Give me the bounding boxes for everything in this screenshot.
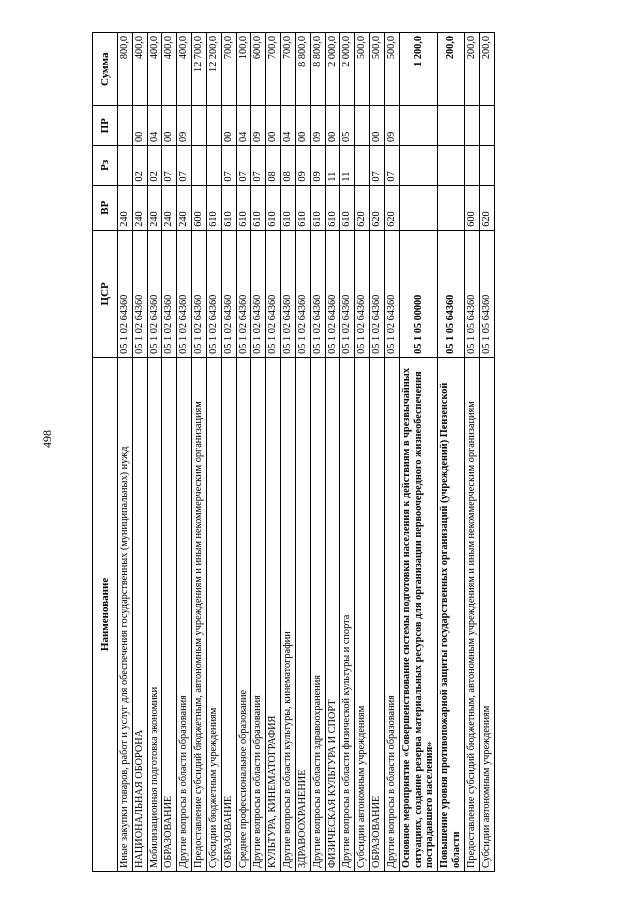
- cell-pr: [399, 106, 437, 146]
- cell-name: Другие вопросы в области здравоохранения: [310, 357, 325, 871]
- cell-pr: [479, 106, 494, 146]
- cell-pr: [192, 106, 207, 146]
- cell-name: КУЛЬТУРА, КИНЕМАТОГРАФИЯ: [266, 357, 281, 871]
- cell-rz: 11: [340, 146, 355, 186]
- cell-csr: 05 1 02 64360: [192, 230, 207, 357]
- cell-vr: 610: [295, 185, 310, 230]
- table-row: [147, 33, 162, 872]
- table-row: [340, 33, 355, 872]
- cell-name: Мобилизационная подготовка экономики: [147, 357, 162, 871]
- cell-rz: 07: [221, 146, 236, 186]
- header-pr: ПР: [93, 106, 118, 146]
- cell-rz: [355, 146, 370, 186]
- rotated-table-container: [92, 32, 548, 872]
- cell-name: Субсидии автономным учреждениям: [479, 357, 494, 871]
- cell-sum: 100,0: [236, 33, 251, 106]
- cell-rz: 07: [236, 146, 251, 186]
- table-body: [118, 33, 495, 872]
- cell-sum: 200,0: [438, 33, 465, 106]
- table-row: [464, 33, 479, 872]
- cell-pr: 09: [310, 106, 325, 146]
- table-row: [479, 33, 494, 872]
- table-row: [118, 33, 133, 872]
- cell-csr: 05 1 02 64360: [370, 230, 385, 357]
- cell-csr: 05 1 02 64360: [177, 230, 192, 357]
- cell-vr: 240: [132, 185, 147, 230]
- cell-name: НАЦИОНАЛЬНАЯ ОБОРОНА: [132, 357, 147, 871]
- cell-vr: 610: [325, 185, 340, 230]
- cell-sum: 12 700,0: [192, 33, 207, 106]
- cell-pr: 05: [340, 106, 355, 146]
- cell-rz: [438, 146, 465, 186]
- cell-pr: 00: [370, 106, 385, 146]
- cell-csr: 05 1 02 64360: [236, 230, 251, 357]
- cell-pr: 04: [236, 106, 251, 146]
- cell-rz: 02: [132, 146, 147, 186]
- cell-vr: 240: [118, 185, 133, 230]
- cell-vr: 600: [192, 185, 207, 230]
- cell-vr: 240: [147, 185, 162, 230]
- cell-rz: 07: [177, 146, 192, 186]
- cell-pr: [464, 106, 479, 146]
- cell-vr: 620: [384, 185, 399, 230]
- cell-vr: 610: [310, 185, 325, 230]
- cell-name: Другие вопросы в области образования: [177, 357, 192, 871]
- cell-sum: 600,0: [251, 33, 266, 106]
- cell-vr: 620: [355, 185, 370, 230]
- cell-csr: 05 1 02 64360: [355, 230, 370, 357]
- cell-name: ЗДРАВООХРАНЕНИЕ: [295, 357, 310, 871]
- cell-pr: 00: [266, 106, 281, 146]
- cell-csr: 05 1 02 64360: [384, 230, 399, 357]
- cell-name: Предоставление субсидий бюджетным, автономным учреждениям и иным некоммерческим организациям: [192, 357, 207, 871]
- cell-pr: 00: [295, 106, 310, 146]
- cell-pr: [206, 106, 221, 146]
- cell-csr: 05 1 02 64360: [325, 230, 340, 357]
- cell-name: Субсидии бюджетным учреждениям: [206, 357, 221, 871]
- cell-rz: 08: [266, 146, 281, 186]
- table-row: [192, 33, 207, 872]
- cell-sum: 2 000,0: [325, 33, 340, 106]
- cell-rz: 11: [325, 146, 340, 186]
- cell-vr: 610: [281, 185, 296, 230]
- cell-rz: [206, 146, 221, 186]
- cell-sum: 400,0: [162, 33, 177, 106]
- table-row: [438, 33, 465, 872]
- cell-sum: 8 800,0: [310, 33, 325, 106]
- cell-sum: 500,0: [355, 33, 370, 106]
- cell-csr: 05 1 02 64360: [251, 230, 266, 357]
- cell-name: ОБРАЗОВАНИЕ: [162, 357, 177, 871]
- cell-vr: 610: [251, 185, 266, 230]
- table-row: [162, 33, 177, 872]
- cell-name: Предоставление субсидий бюджетным, автономным учреждениям и иным некоммерческим организациям: [464, 357, 479, 871]
- cell-sum: 1 200,0: [399, 33, 437, 106]
- cell-csr: 05 1 02 64360: [147, 230, 162, 357]
- cell-pr: 00: [132, 106, 147, 146]
- table-row: [399, 33, 437, 872]
- cell-vr: 610: [340, 185, 355, 230]
- cell-rz: [192, 146, 207, 186]
- cell-rz: [479, 146, 494, 186]
- cell-pr: 00: [221, 106, 236, 146]
- cell-csr: 05 1 02 64360: [221, 230, 236, 357]
- header-csr: ЦСР: [93, 230, 118, 357]
- cell-vr: 240: [177, 185, 192, 230]
- cell-rz: 07: [251, 146, 266, 186]
- table-row: [281, 33, 296, 872]
- table-row: [370, 33, 385, 872]
- cell-csr: 05 1 02 64360: [118, 230, 133, 357]
- cell-csr: 05 1 02 64360: [132, 230, 147, 357]
- header-sum: Сумма: [93, 33, 118, 106]
- table-row: [325, 33, 340, 872]
- cell-name: ОБРАЗОВАНИЕ: [370, 357, 385, 871]
- cell-csr: 05 1 02 64360: [295, 230, 310, 357]
- cell-pr: 09: [177, 106, 192, 146]
- cell-pr: 04: [147, 106, 162, 146]
- cell-vr: 620: [370, 185, 385, 230]
- cell-rz: 02: [147, 146, 162, 186]
- cell-sum: 700,0: [221, 33, 236, 106]
- cell-name: Субсидии автономным учреждениям: [355, 357, 370, 871]
- cell-pr: [355, 106, 370, 146]
- cell-sum: 8 800,0: [295, 33, 310, 106]
- cell-vr: 600: [464, 185, 479, 230]
- cell-csr: 05 1 02 64360: [206, 230, 221, 357]
- table-row: [384, 33, 399, 872]
- cell-vr: 610: [206, 185, 221, 230]
- cell-vr: [399, 185, 437, 230]
- cell-csr: 05 1 02 64360: [266, 230, 281, 357]
- page-number: 498: [40, 430, 54, 448]
- table-row: [310, 33, 325, 872]
- cell-csr: 05 1 05 64360: [479, 230, 494, 357]
- cell-vr: 610: [266, 185, 281, 230]
- cell-name: Другие вопросы в области физической культуры и спорта: [340, 357, 355, 871]
- cell-pr: 04: [281, 106, 296, 146]
- table-row: [295, 33, 310, 872]
- cell-name: Повышение уровня противопожарной защиты государственных организаций (учреждений) Пензенской области: [438, 357, 465, 871]
- cell-csr: 05 1 05 64360: [438, 230, 465, 357]
- table-header-row: [93, 33, 118, 872]
- cell-name: Другие вопросы в области культуры, кинематографии: [281, 357, 296, 871]
- cell-sum: 400,0: [132, 33, 147, 106]
- cell-sum: 700,0: [266, 33, 281, 106]
- table-row: [206, 33, 221, 872]
- cell-vr: 240: [162, 185, 177, 230]
- table-row: [221, 33, 236, 872]
- cell-rz: 07: [162, 146, 177, 186]
- cell-sum: 500,0: [384, 33, 399, 106]
- budget-table: [92, 32, 495, 872]
- table-row: [266, 33, 281, 872]
- header-name: Наименование: [93, 357, 118, 871]
- cell-rz: 08: [281, 146, 296, 186]
- cell-vr: [438, 185, 465, 230]
- cell-rz: [399, 146, 437, 186]
- table-row: [132, 33, 147, 872]
- cell-sum: 12 200,0: [206, 33, 221, 106]
- header-rz: Рз: [93, 146, 118, 186]
- cell-pr: [118, 106, 133, 146]
- cell-csr: 05 1 05 64360: [464, 230, 479, 357]
- cell-pr: 00: [162, 106, 177, 146]
- cell-csr: 05 1 02 64360: [281, 230, 296, 357]
- header-vr: ВР: [93, 185, 118, 230]
- cell-sum: 400,0: [147, 33, 162, 106]
- cell-csr: 05 1 02 64360: [340, 230, 355, 357]
- table-row: [177, 33, 192, 872]
- cell-csr: 05 1 02 64360: [162, 230, 177, 357]
- cell-pr: 09: [251, 106, 266, 146]
- cell-name: ОБРАЗОВАНИЕ: [221, 357, 236, 871]
- cell-rz: 09: [310, 146, 325, 186]
- cell-sum: 200,0: [464, 33, 479, 106]
- cell-name: Основное мероприятие «Совершенствование системы подготовки населения к действиям в чрезвычайных ситуациях, создание резерва материальных ресурсов для организации первоочередного жизнеобеспечения пострадавшего населения»: [399, 357, 437, 871]
- cell-name: Другие вопросы в области образования: [384, 357, 399, 871]
- cell-name: Среднее профессиональное образование: [236, 357, 251, 871]
- cell-rz: 09: [295, 146, 310, 186]
- cell-pr: 00: [325, 106, 340, 146]
- cell-sum: 500,0: [370, 33, 385, 106]
- cell-csr: 05 1 05 00000: [399, 230, 437, 357]
- cell-sum: 400,0: [177, 33, 192, 106]
- table-row: [236, 33, 251, 872]
- cell-rz: 07: [370, 146, 385, 186]
- cell-name: ФИЗИЧЕСКАЯ КУЛЬТУРА И СПОРТ: [325, 357, 340, 871]
- cell-rz: [464, 146, 479, 186]
- cell-sum: 700,0: [281, 33, 296, 106]
- cell-sum: 800,0: [118, 33, 133, 106]
- cell-sum: 2 000,0: [340, 33, 355, 106]
- cell-sum: 200,0: [479, 33, 494, 106]
- cell-pr: 09: [384, 106, 399, 146]
- cell-name: Иные закупки товаров, работ и услуг для обеспечения государственных (муниципальных) нужд: [118, 357, 133, 871]
- table-row: [251, 33, 266, 872]
- cell-vr: 620: [479, 185, 494, 230]
- table-row: [355, 33, 370, 872]
- cell-pr: [438, 106, 465, 146]
- cell-rz: [118, 146, 133, 186]
- cell-csr: 05 1 02 64360: [310, 230, 325, 357]
- cell-vr: 610: [236, 185, 251, 230]
- cell-name: Другие вопросы в области образования: [251, 357, 266, 871]
- cell-rz: 07: [384, 146, 399, 186]
- cell-vr: 610: [221, 185, 236, 230]
